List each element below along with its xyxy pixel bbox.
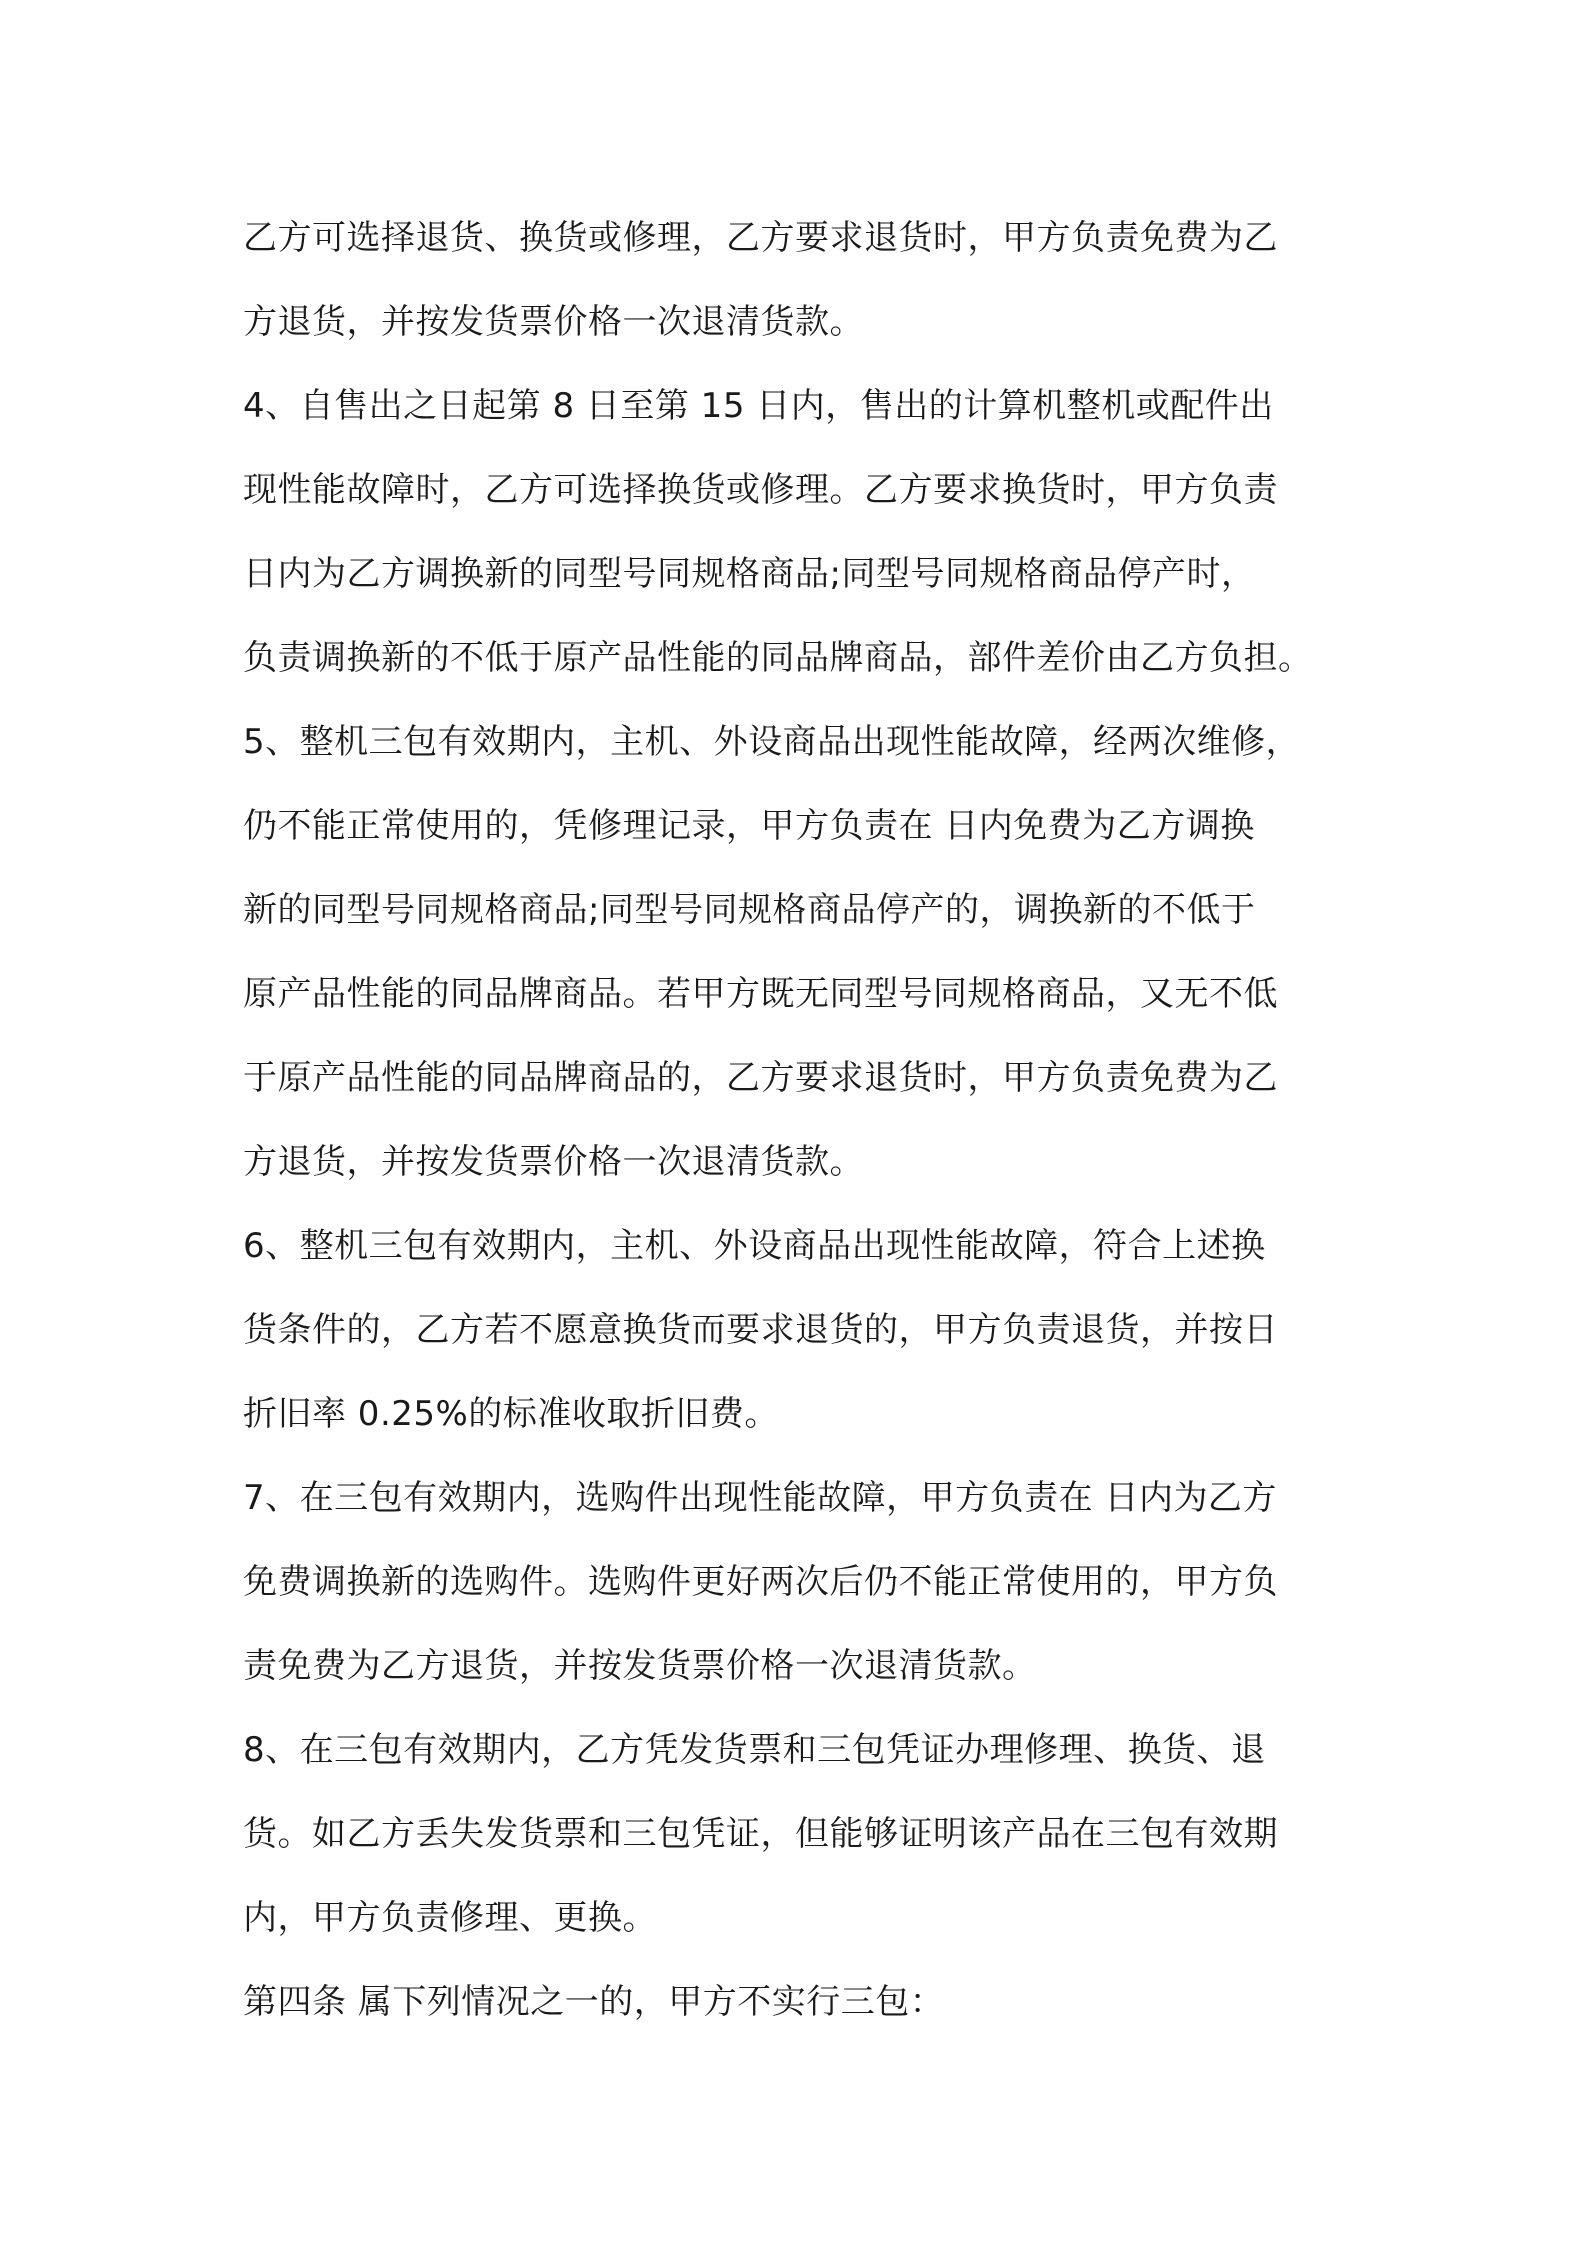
text-line: 负责调换新的不低于原产品性能的同品牌商品，部件差价由乙方负担。 [243, 638, 1313, 678]
text-line: 原产品性能的同品牌商品。若甲方既无同型号同规格商品，又无不低 [243, 974, 1278, 1014]
text-line: 现性能故障时，乙方可选择换货或修理。乙方要求换货时，甲方负责 [243, 470, 1278, 510]
text-line: 乙方可选择退货、换货或修理，乙方要求退货时，甲方负责免费为乙 [243, 218, 1278, 258]
article-4-heading: 第四条 属下列情况之一的，甲方不实行三包： [243, 1982, 945, 2022]
text-line: 免费调换新的选购件。选购件更好两次后仍不能正常使用的，甲方负 [243, 1562, 1278, 1602]
clause-7-line: 7、在三包有效期内，选购件出现性能故障，甲方负责在 日内为乙方 [243, 1478, 1277, 1518]
text-line: 内，甲方负责修理、更换。 [243, 1898, 657, 1938]
text-line: 责免费为乙方退货，并按发货票价格一次退清货款。 [243, 1646, 1037, 1686]
text-line: 方退货，并按发货票价格一次退清货款。 [243, 302, 864, 342]
text-line: 折旧率 0.25%的标准收取折旧费。 [243, 1394, 779, 1434]
document-body [243, 196, 1373, 2044]
clause-5-line: 5、整机三包有效期内，主机、外设商品出现性能故障，经两次维修， [243, 722, 1301, 762]
clause-6-line: 6、整机三包有效期内，主机、外设商品出现性能故障，符合上述换 [243, 1226, 1266, 1266]
text-line: 货。如乙方丢失发货票和三包凭证，但能够证明该产品在三包有效期 [243, 1814, 1278, 1854]
text-line: 于原产品性能的同品牌商品的，乙方要求退货时，甲方负责免费为乙 [243, 1058, 1278, 1098]
text-line: 新的同型号同规格商品;同型号同规格商品停产的，调换新的不低于 [243, 890, 1256, 930]
clause-4-line: 4、自售出之日起第 8 日至第 15 日内，售出的计算机整机或配件出 [243, 386, 1274, 426]
text-line: 方退货，并按发货票价格一次退清货款。 [243, 1142, 864, 1182]
text-line: 日内为乙方调换新的同型号同规格商品;同型号同规格商品停产时， [243, 554, 1256, 594]
text-line: 仍不能正常使用的，凭修理记录，甲方负责在 日内免费为乙方调换 [243, 806, 1255, 846]
clause-8-line: 8、在三包有效期内，乙方凭发货票和三包凭证办理修理、换货、退 [243, 1730, 1266, 1770]
text-line: 货条件的，乙方若不愿意换货而要求退货的，甲方负责退货，并按日 [243, 1310, 1278, 1350]
